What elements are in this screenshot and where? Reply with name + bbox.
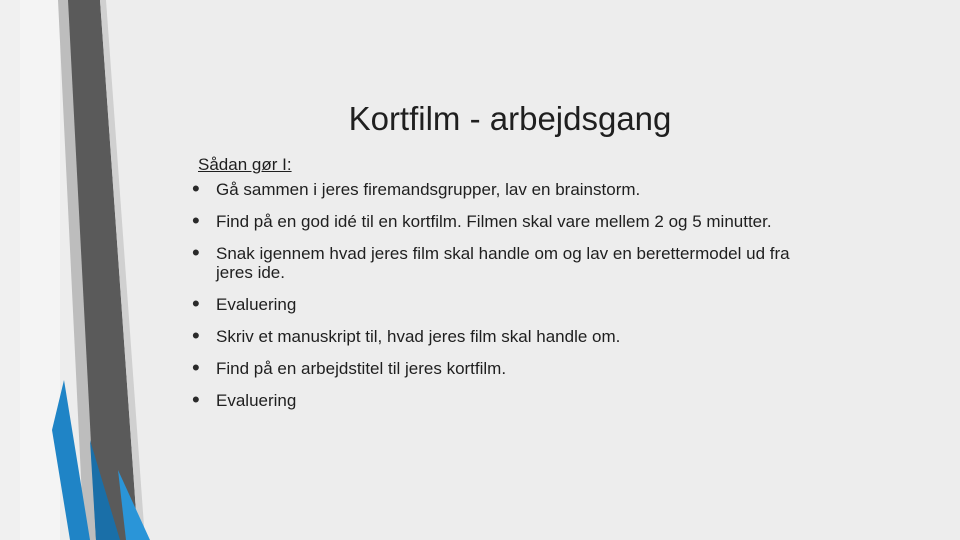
bullet-icon: • [192, 387, 200, 412]
bullet-text: Evaluering [216, 391, 297, 410]
bullet-icon: • [192, 176, 200, 201]
list-item [190, 291, 790, 316]
side-decoration [0, 0, 200, 540]
list-item [190, 323, 790, 348]
bullet-icon: • [192, 355, 200, 380]
bullet-text: Skriv et manuskript til, hvad jeres film skal handle om. [216, 327, 621, 346]
list-item [190, 355, 790, 380]
bullet-icon: • [192, 291, 200, 316]
content-area [190, 152, 790, 423]
list-item [190, 240, 790, 282]
bullet-icon: • [192, 323, 200, 348]
subheading: Sådan gør I: [198, 155, 292, 174]
list-item [190, 387, 790, 412]
bullet-icon: • [192, 208, 200, 233]
bullet-text: Find på en god idé til en kortfilm. Filmen skal vare mellem 2 og 5 minutter. [216, 212, 772, 231]
bullet-text: Evaluering [216, 295, 297, 314]
bullet-text: Snak igennem hvad jeres film skal handle om og lav en berettermodel ud fra jeres ide. [216, 244, 790, 282]
bullet-text: Gå sammen i jeres firemandsgrupper, lav en brainstorm. [216, 180, 641, 199]
bullet-icon: • [192, 240, 200, 265]
list-item [190, 176, 790, 201]
list-item [190, 208, 790, 233]
bullet-list [190, 176, 790, 412]
slide-title: Kortfilm - arbejdsgang [348, 100, 672, 137]
bullet-text: Find på en arbejdstitel til jeres kortfilm. [216, 359, 507, 378]
